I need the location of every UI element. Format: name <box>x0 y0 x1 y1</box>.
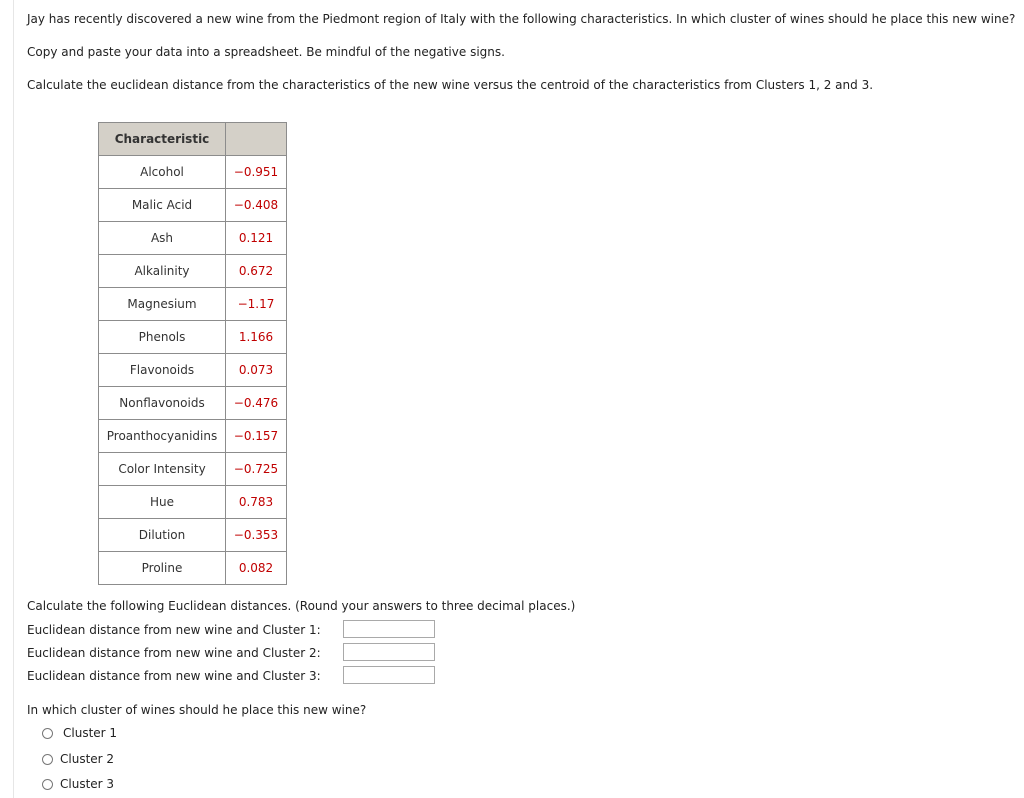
characteristic-name-cell: Color Intensity <box>99 453 226 486</box>
characteristic-value-cell: −1.17 <box>226 288 287 321</box>
distance-label-cluster-1: Euclidean distance from new wine and Cluster 1: <box>27 623 321 637</box>
table-row <box>99 189 287 222</box>
page-left-rule <box>13 0 14 798</box>
radio-button-icon[interactable] <box>42 728 53 739</box>
characteristic-name-cell: Alcohol <box>99 156 226 189</box>
distances-instruction: Calculate the following Euclidean distances. (Round your answers to three decimal places.) <box>27 599 576 613</box>
cluster-question: In which cluster of wines should he place this new wine? <box>27 703 367 717</box>
characteristic-header: Characteristic <box>99 123 226 156</box>
table-header-row <box>99 123 287 156</box>
radio-button-icon[interactable] <box>42 754 53 765</box>
table-body <box>99 156 287 585</box>
characteristics-table <box>98 122 287 585</box>
radio-button-icon[interactable] <box>42 779 53 790</box>
characteristic-value-cell: 0.121 <box>226 222 287 255</box>
distance-input-cluster-1[interactable] <box>343 620 435 638</box>
characteristic-name-cell: Magnesium <box>99 288 226 321</box>
table-row <box>99 453 287 486</box>
table-row <box>99 420 287 453</box>
characteristic-name-cell: Dilution <box>99 519 226 552</box>
characteristic-name-cell: Alkalinity <box>99 255 226 288</box>
radio-label: Cluster 2 <box>60 752 115 766</box>
distance-input-cluster-2[interactable] <box>343 643 435 661</box>
radio-label: Cluster 3 <box>60 777 115 791</box>
characteristic-name-cell: Proanthocyanidins <box>99 420 226 453</box>
characteristic-name-cell: Nonflavonoids <box>99 387 226 420</box>
characteristic-value-cell: −0.725 <box>226 453 287 486</box>
table-row <box>99 519 287 552</box>
distance-label-cluster-3: Euclidean distance from new wine and Cluster 3: <box>27 669 321 683</box>
characteristic-value-cell: −0.157 <box>226 420 287 453</box>
characteristic-name-cell: Proline <box>99 552 226 585</box>
value-header <box>226 123 287 156</box>
radio-option-cluster-1[interactable] <box>42 725 117 741</box>
characteristic-value-cell: 1.166 <box>226 321 287 354</box>
table-row <box>99 552 287 585</box>
characteristic-value-cell: 0.082 <box>226 552 287 585</box>
distance-input-cluster-3[interactable] <box>343 666 435 684</box>
characteristic-value-cell: 0.073 <box>226 354 287 387</box>
characteristic-value-cell: −0.951 <box>226 156 287 189</box>
intro-paragraph-3: Calculate the euclidean distance from the characteristics of the new wine versus the centroid of the characteristics from Clusters 1, 2 and 3. <box>27 78 874 92</box>
intro-paragraph-2: Copy and paste your data into a spreadsheet. Be mindful of the negative signs. <box>27 45 505 59</box>
table-row <box>99 255 287 288</box>
intro-paragraph-1: Jay has recently discovered a new wine from the Piedmont region of Italy with the following characteristics. In which cluster of wines should he place this new wine? <box>27 12 1016 26</box>
table-row <box>99 288 287 321</box>
table-row <box>99 486 287 519</box>
radio-option-cluster-3[interactable] <box>42 776 114 792</box>
characteristic-value-cell: 0.783 <box>226 486 287 519</box>
characteristic-value-cell: −0.408 <box>226 189 287 222</box>
characteristic-value-cell: −0.353 <box>226 519 287 552</box>
characteristic-name-cell: Malic Acid <box>99 189 226 222</box>
radio-option-cluster-2[interactable] <box>42 751 114 767</box>
characteristic-name-cell: Ash <box>99 222 226 255</box>
radio-label: Cluster 1 <box>63 726 118 740</box>
characteristic-value-cell: −0.476 <box>226 387 287 420</box>
characteristic-name-cell: Flavonoids <box>99 354 226 387</box>
table-row <box>99 354 287 387</box>
table-row <box>99 156 287 189</box>
table-row <box>99 222 287 255</box>
characteristic-value-cell: 0.672 <box>226 255 287 288</box>
distance-label-cluster-2: Euclidean distance from new wine and Cluster 2: <box>27 646 321 660</box>
table-row <box>99 387 287 420</box>
characteristic-name-cell: Phenols <box>99 321 226 354</box>
characteristic-name-cell: Hue <box>99 486 226 519</box>
table-row <box>99 321 287 354</box>
